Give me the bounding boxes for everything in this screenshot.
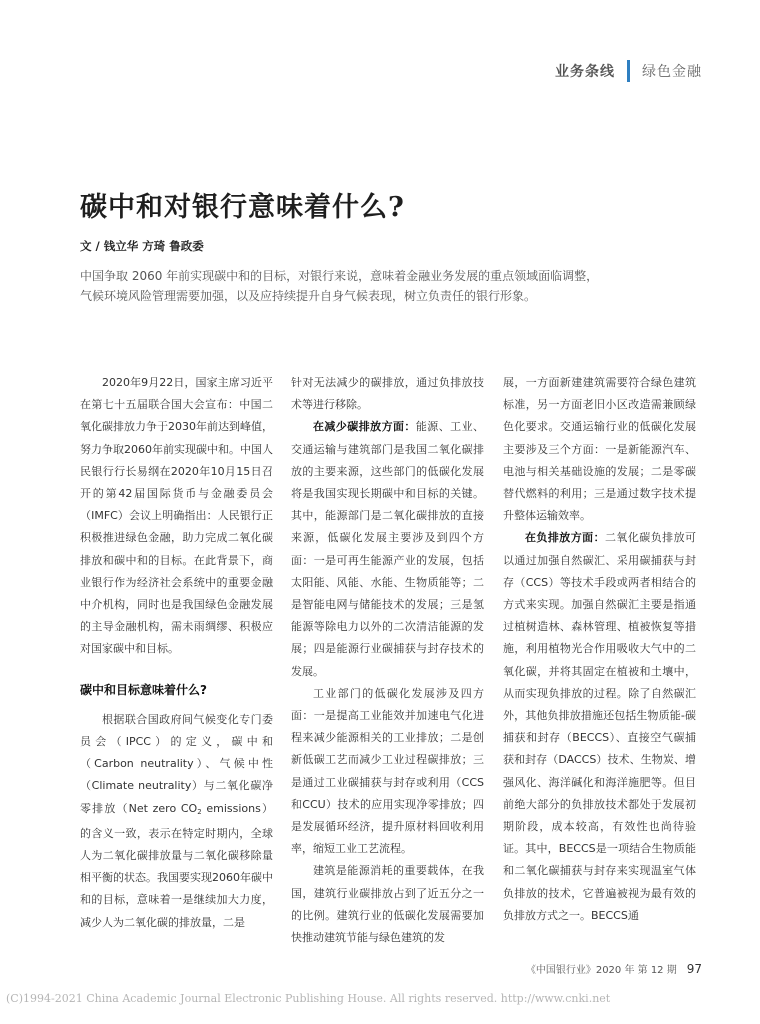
paragraph-text: 能源、工业、交通运输与建筑部门是我国二氧化碳排放的主要来源，这些部门的低碳化发展将是我国实现长期碳中和目标的关键。其中，能源部门是二氧化碳排放的直接来源，低碳化发展主要涉及到四个方面：一是可再生能源产业的发展，包括太阳能、风能、水能、生物质能等；二是智能电网与储能技术的发展；三是氢能源等除电力以外的二次清洁能源的发展；四是能源行业碳捕获与封存技术的发展。: [291, 420, 485, 678]
paragraph: 工业部门的低碳化发展涉及四方面：一是提高工业能效并加速电气化进程来减少能源相关的工业排放；二是创新低碳工艺而减少工业过程碳排放；三是通过工业碳捕获与封存或利用（CCS和CCU）技术的应用实现净零排放；四是发展循环经济，提升原材料回收利用率，缩短工业工艺流程。: [291, 686, 484, 856]
paragraph: 针对无法减少的碳排放，通过负排放技术等进行移除。: [291, 376, 484, 412]
paragraph: [80, 709, 273, 934]
text-column-3: [503, 372, 696, 927]
abstract-line: 气候环境风险管理需要加强，以及应持续提升自身气候表现，树立负责任的银行形象。: [80, 289, 537, 303]
paragraph-text: 根据联合国政府间气候变化专门委员会（IPCC）的定义，碳中和（Carbon neutrality）、气候中性（Climate neutrality）与二氧化碳净零排放（Net zero CO: [80, 712, 273, 815]
paragraph: [291, 416, 484, 682]
page-number: 97: [686, 962, 702, 976]
header-divider: [627, 60, 630, 82]
paragraph: [503, 527, 696, 927]
page-header: [555, 60, 702, 82]
subscript-text: 2: [197, 807, 202, 816]
text-column-1: [80, 372, 273, 934]
article-abstract: [80, 266, 690, 306]
paragraph-lead: 在减少碳排放方面：: [313, 420, 416, 434]
text-column-2: [291, 372, 484, 949]
paragraph-lead: 在负排放方面：: [525, 531, 605, 545]
abstract-line: 中国争取 2060 年前实现碳中和的目标，对银行来说，意味着金融业务发展的重点领域面临调整，: [80, 269, 599, 283]
paragraph: 建筑是能源消耗的重要载体，在我国，建筑行业碳排放占到了近五分之一的比例。建筑行业的低碳化发展需要加快推动建筑节能与绿色建筑的发: [291, 864, 484, 945]
page-footer: [526, 961, 702, 976]
article-authors: 文 / 钱立华 方琦 鲁政委: [80, 239, 204, 253]
article-title: 碳中和对银行意味着什么?: [80, 192, 405, 223]
section-heading: 碳中和目标意味着什么?: [80, 682, 207, 697]
copyright-watermark: (C)1994-2021 China Academic Journal Electronic Publishing House. All rights reserved. http://www.cnki.net: [6, 992, 611, 1005]
subsection-name: 绿色金融: [642, 64, 702, 80]
section-name: 业务条线: [555, 64, 615, 80]
paragraph-text: emissions）的含义一致，表示在特定时期内，全球人为二氧化碳排放量与二氧化碳移除量相平衡的状态。我国要实现2060年碳中和的目标，意味着一是继续加大力度，减少人为二氧化碳的排放量，二是: [80, 801, 273, 929]
paragraph: 2020年9月22日，国家主席习近平在第七十五届联合国大会宣布：中国二氧化碳排放力争于2030年前达到峰值，努力争取2060年前实现碳中和。中国人民银行行长易纲在2020年10月15日召开的第42届国际货币与金融委员会（IMFC）会议上明确指出：人民银行正积极推进绿色金融，助力完成二氧化碳排放和碳中和的目标。在此背景下，商业银行作为经济社会系统中的重要金融中介机构，同时也是我国绿色金融发展的主导金融机构，需未雨绸缪、积极应对国家碳中和目标。: [80, 376, 273, 656]
paragraph-text: 二氧化碳负排放可以通过加强自然碳汇、采用碳捕获与封存（CCS）等技术手段或两者相结合的方式来实现。加强自然碳汇主要是指通过植树造林、森林管理、植被恢复等措施，利用植物光合作用吸收大气中的二氧化碳，并将其固定在植被和土壤中，从而实现负排放的过程。除了自然碳汇外，其他负排放措施还包括生物质能-碳捕获和封存（BECCS）、直接空气碳捕获和封存（DACCS）技术、生物炭、增强风化、海洋碱化和海洋施肥等。但目前绝大部分的负排放技术都处于发展初期阶段，成本较高，有效性也尚待验证。其中，BECCS是一项结合生物质能和二氧化碳捕获与封存来实现温室气体负排放的技术，它普遍被视为最有效的负排放方式之一。BECCS通: [503, 531, 696, 922]
paragraph: 展，一方面新建建筑需要符合绿色建筑标准，另一方面老旧小区改造需兼顾绿色化要求。交通运输行业的低碳化发展主要涉及三个方面：一是新能源汽车、电池与相关基础设施的发展；二是零碳替代燃料的利用；三是通过数字技术提升整体运输效率。: [503, 376, 696, 523]
journal-issue: 《中国银行业》2020 年 第 12 期: [525, 965, 677, 976]
